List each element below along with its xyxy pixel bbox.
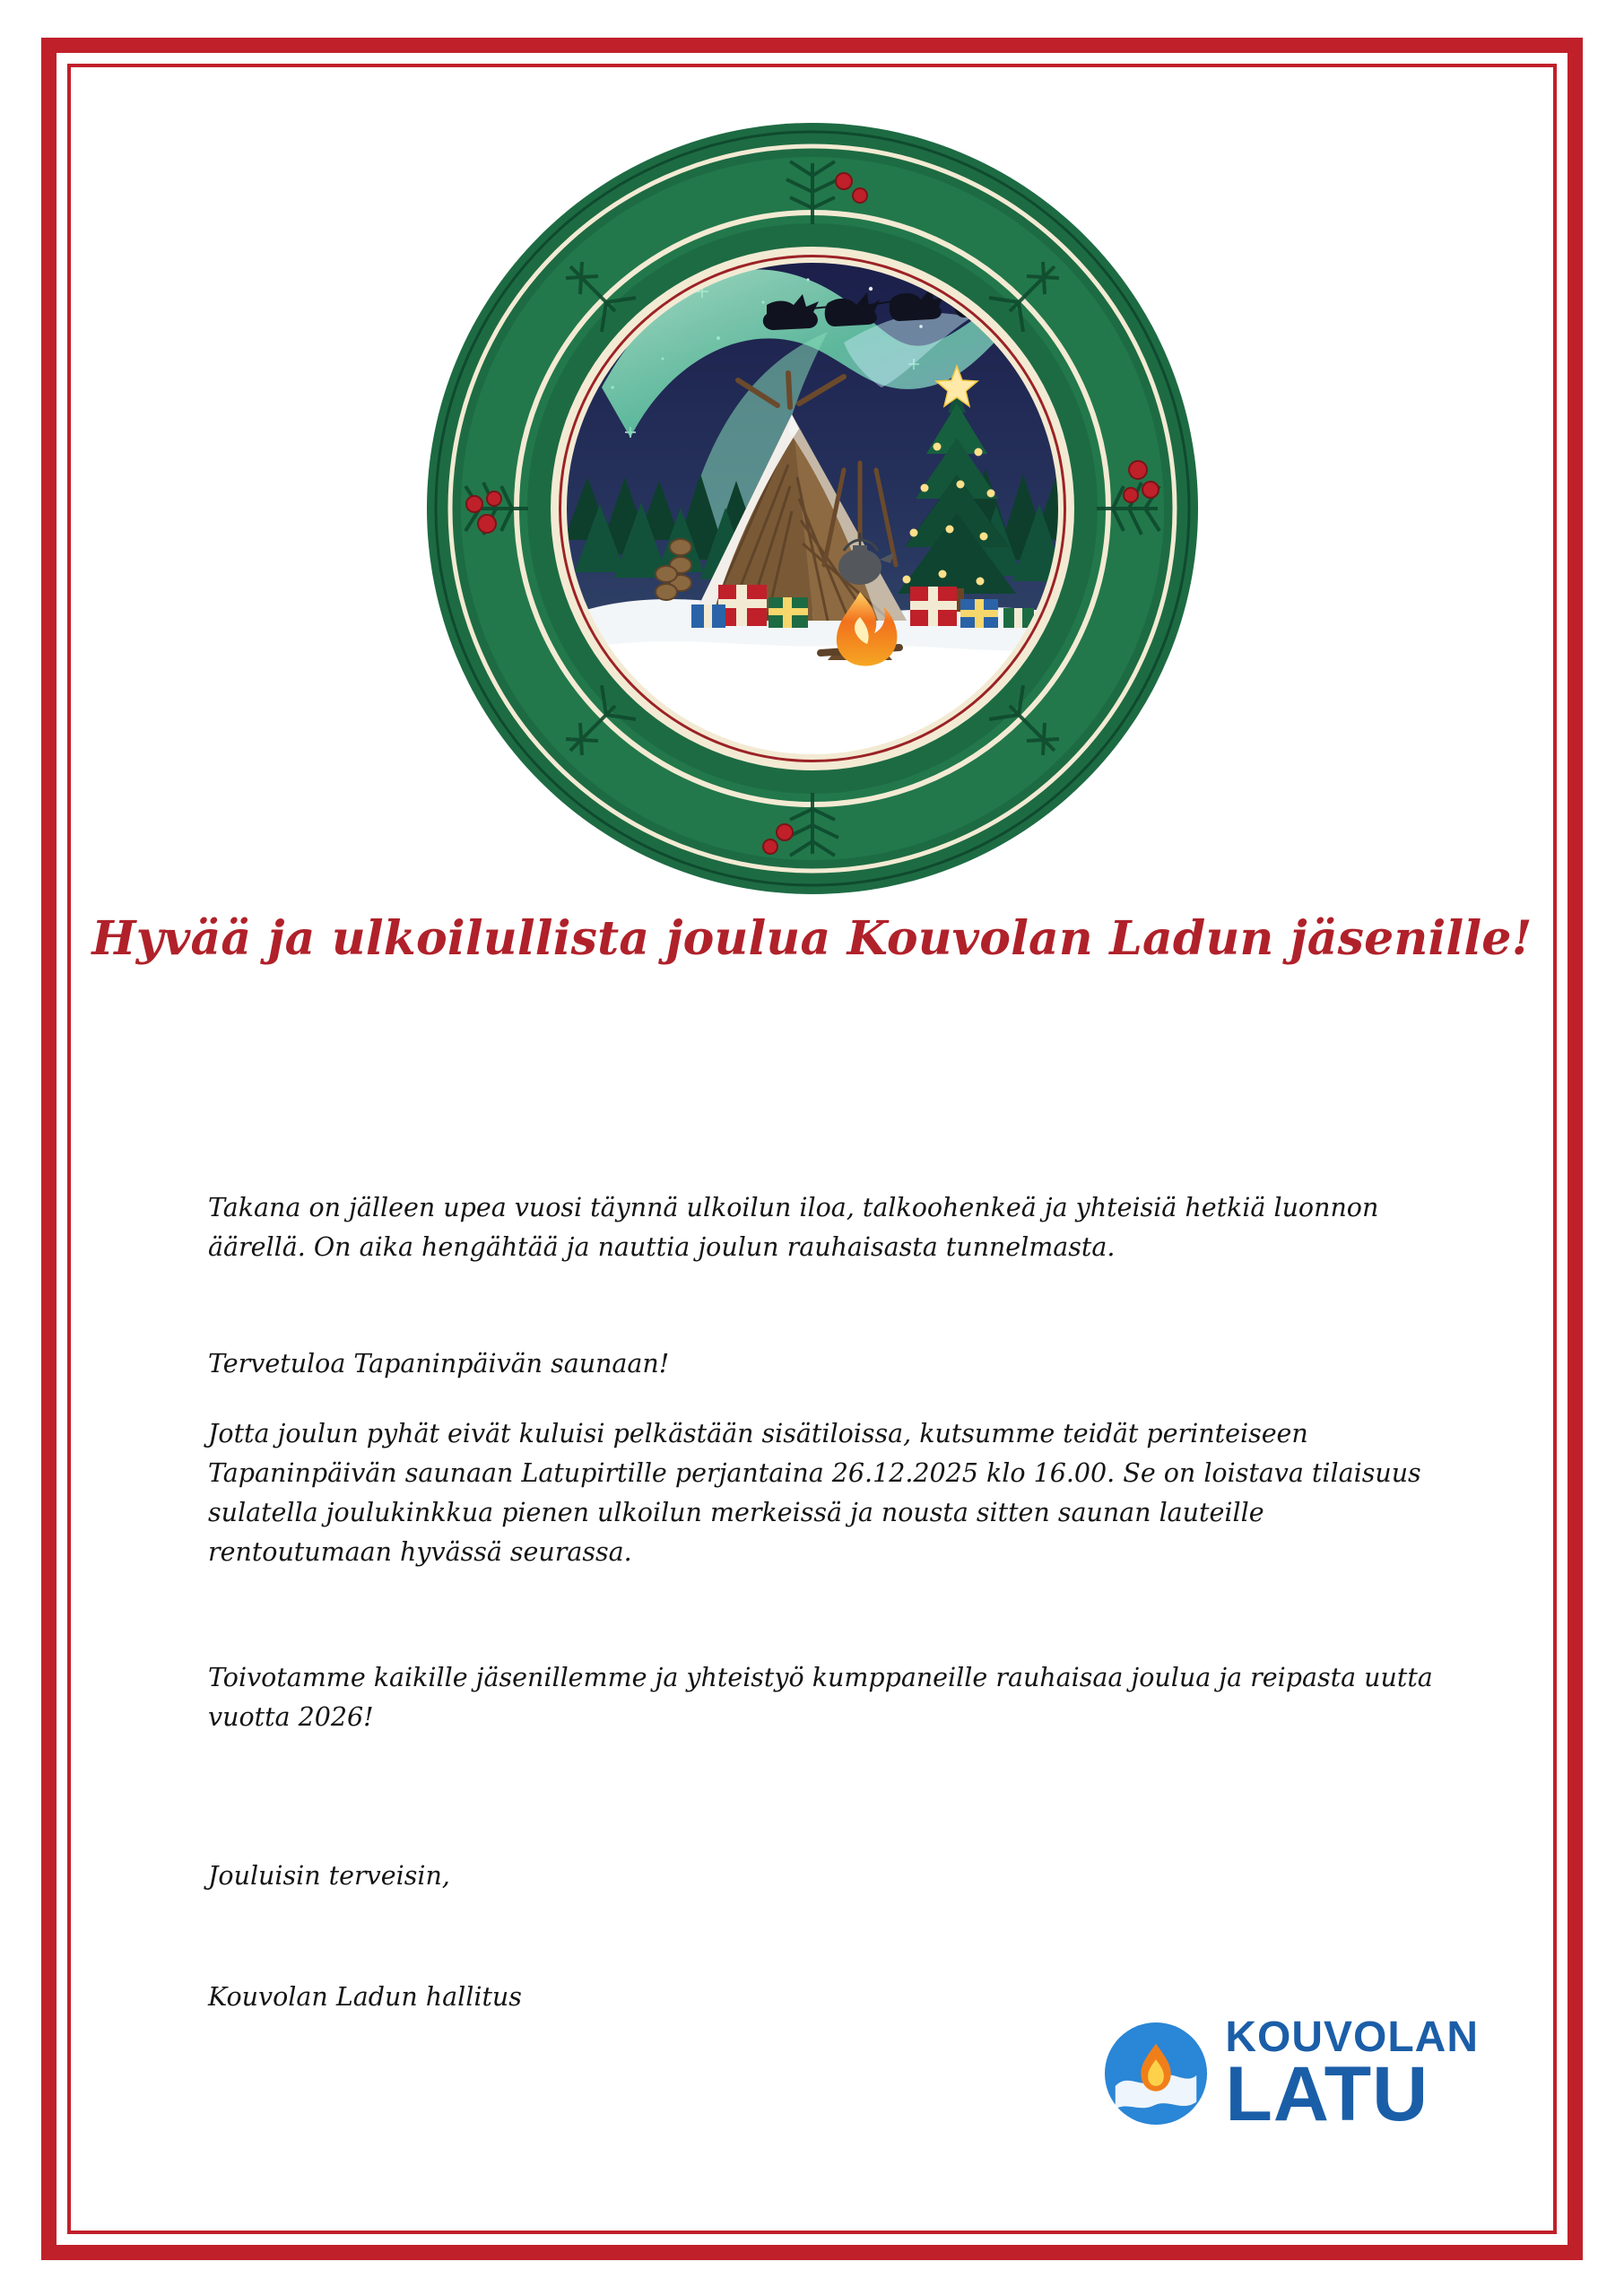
logo-line-kouvolan: KOUVOLAN [1225, 2013, 1479, 2061]
christmas-laavu-aurora-roundel-icon [422, 118, 1203, 899]
intro-paragraph: Takana on jälleen upea vuosi täynnä ulkoilun iloa, talkoohenkeä ja yhteisiä hetkiä luonnon äärellä. On aika hengähtää ja nauttia joulun rauhaisasta tunnelmasta. [208, 1193, 1379, 1262]
section-subheading: Tervetuloa Tapaninpäivän saunaan! [208, 1349, 670, 1378]
invitation-paragraph: Jotta joulun pyhät eivät kuluisi pelkästään sisätiloissa, kutsumme teidät perinteiseen Tapaninpäivän saunaan Latupirtille perjantaina 26.12.2025 klo 16.00. Se on loistava tilaisuus sulatella joulukinkkua pienen ulkoilun merkeissä ja nousta sitten saunan lauteille rentoutumaan hyvässä seurassa. [208, 1419, 1421, 1567]
logo-wordmark [1225, 2013, 1479, 2137]
wishes-paragraph: Toivotamme kaikille jäsenillemme ja yhteistyö kumppaneille rauhaisaa joulua ja reipasta uutta vuotta 2026! [208, 1663, 1433, 1732]
kouvolan-latu-logo [1103, 2013, 1479, 2137]
page-title: Hyvää ja ulkoilullista joulua Kouvolan Ladun jäsenille! [91, 911, 1533, 966]
logo-line-latu: LATU [1225, 2050, 1429, 2137]
signature-greeting: Jouluisin terveisin, [208, 1860, 450, 1891]
letter-body [208, 1188, 1446, 2042]
christmas-illustration [422, 118, 1203, 899]
signature-sender: Kouvolan Ladun hallitus [208, 1981, 522, 2012]
kouvolan-latu-flame-mark-icon [1103, 2021, 1209, 2126]
